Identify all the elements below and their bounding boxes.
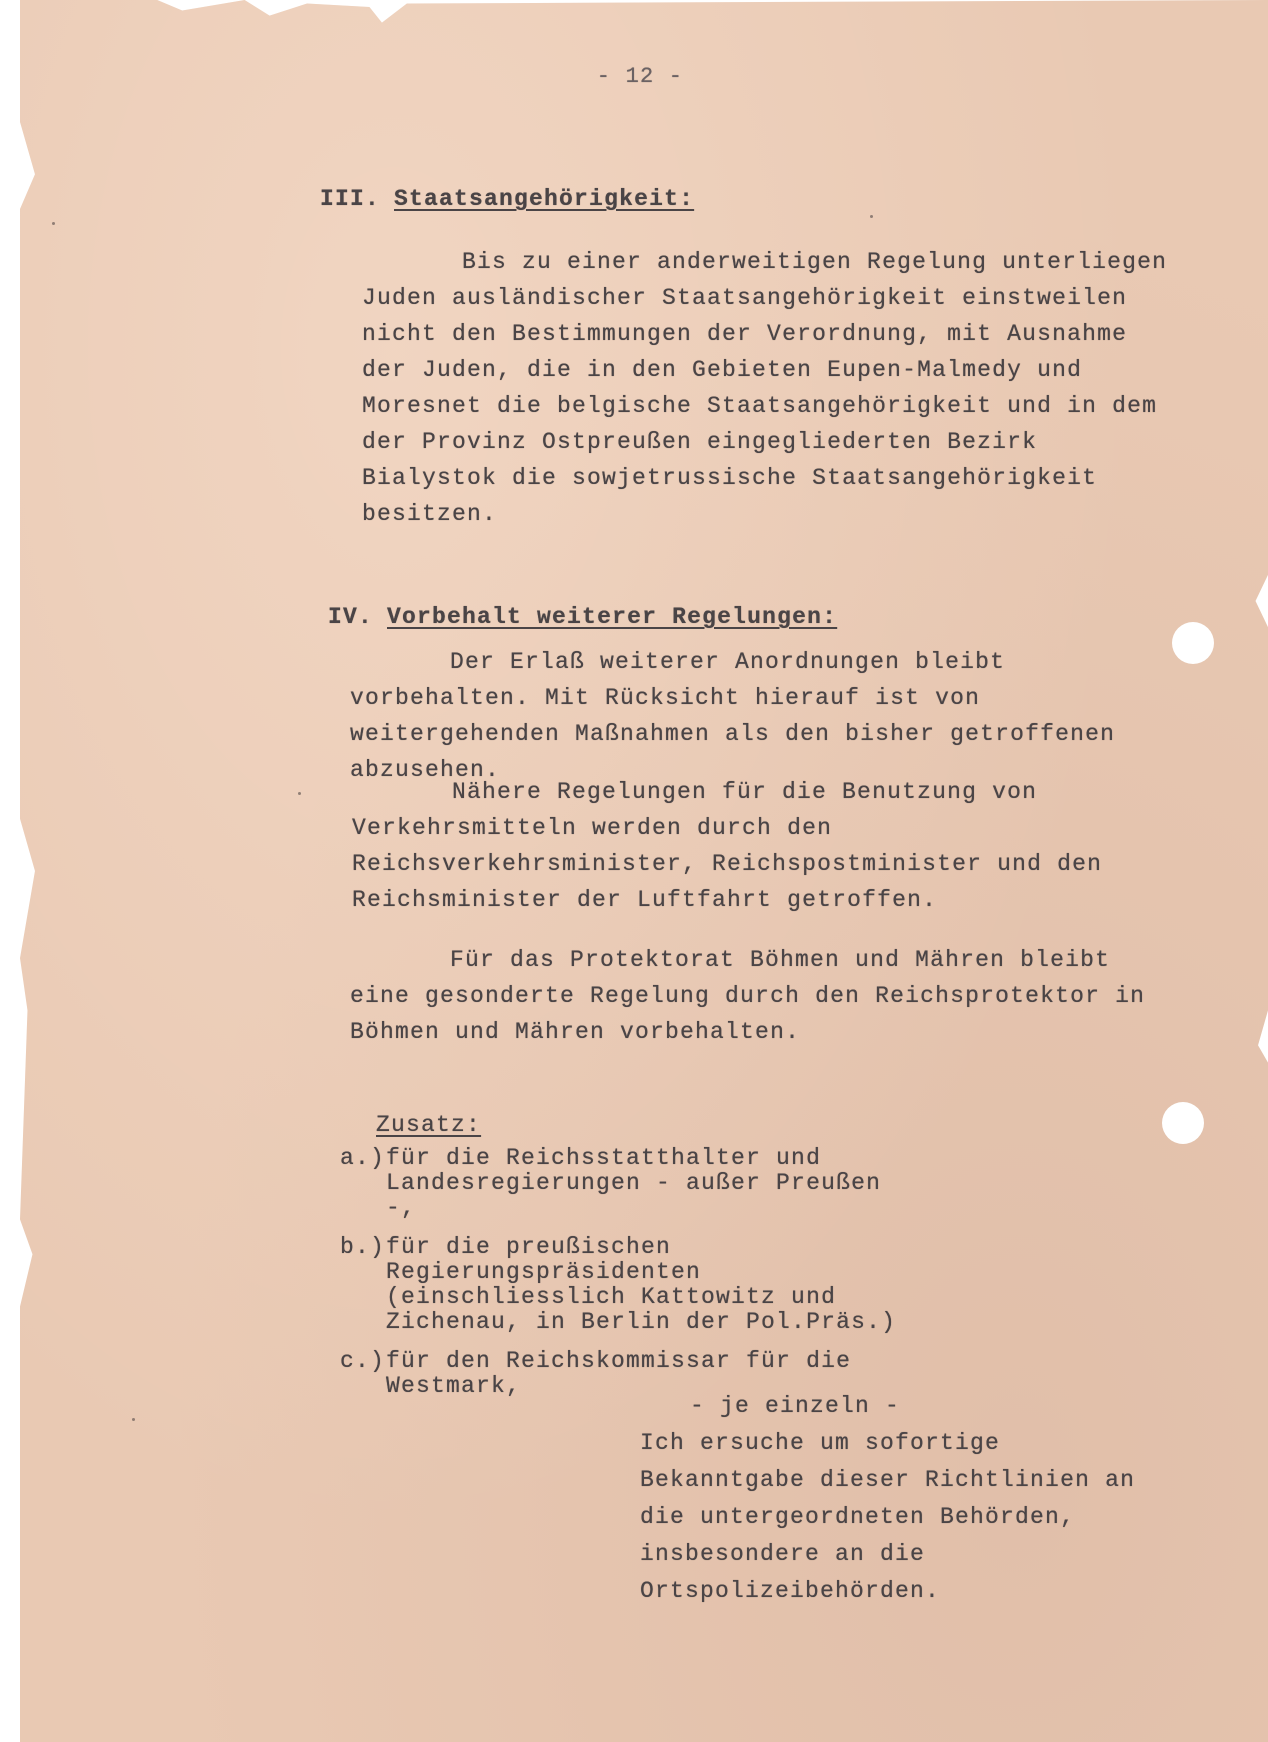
addressee-label: b.)	[340, 1234, 386, 1260]
section-3-body	[362, 244, 1182, 532]
section-4-paragraph-2-text: Nähere Regelungen für die Benutzung von Verkehrsmitteln werden durch den Reichsverkehrsminister, Reichspostminister und den Reichsminister der Luftfahrt getroffen.	[352, 779, 1103, 913]
addressee-list	[340, 1146, 1000, 1413]
paper-speck	[870, 215, 873, 218]
section-4-paragraph-3-text: Für das Protektorat Böhmen und Mähren bleibt eine gesonderte Regelung durch den Reichsprotektor in Böhmen und Mähren vorbehalten.	[350, 947, 1146, 1045]
addressee-text: für die Reichsstatthalter und Landesregierungen - außer Preußen -,	[386, 1145, 882, 1221]
section-4-title: Vorbehalt weiterer Regelungen:	[387, 604, 838, 630]
section-4-numeral: IV.	[328, 604, 374, 630]
section-4-heading	[298, 578, 837, 630]
section-3-title: Staatsangehörigkeit:	[394, 186, 695, 212]
paper-speck	[132, 1418, 135, 1421]
closing-block	[640, 1388, 1140, 1610]
addressee-text: für den Reichskommissar für die Westmark,	[386, 1348, 852, 1399]
punch-hole-lower	[1162, 1102, 1204, 1144]
paper-speck	[298, 792, 301, 795]
section-4-paragraph-1-text: Der Erlaß weiterer Anordnungen bleibt vorbehalten. Mit Rücksicht hierauf ist von weitergehenden Maßnahmen als den bisher getroffenen abzusehen.	[350, 649, 1116, 783]
zusatz-heading	[346, 1086, 481, 1138]
je-einzeln-note: - je einzeln -	[690, 1393, 901, 1419]
addressee-label: a.)	[340, 1145, 386, 1171]
addressee-item	[340, 1146, 1000, 1221]
page-number: - 12 -	[596, 64, 684, 89]
section-3-heading	[290, 160, 694, 212]
addressee-label: c.)	[340, 1348, 386, 1374]
section-4-paragraph-2	[352, 774, 1182, 918]
closing-request-text: Ich ersuche um sofortige Bekanntgabe dieser Richtlinien an die untergeordneten Behörden, insbesondere an die Ortspolizeibehörden.	[640, 1430, 1136, 1604]
section-4-paragraph-3	[350, 942, 1150, 1050]
paper-speck	[52, 222, 55, 225]
section-4-paragraph-1	[350, 644, 1180, 788]
addressee-text: für die preußischen Regierungspräsidenten (einschliesslich Kattowitz und Zichenau, in Berlin der Pol.Präs.)	[386, 1234, 897, 1335]
zusatz-title: Zusatz:	[376, 1112, 482, 1138]
section-3-numeral: III.	[320, 186, 381, 212]
addressee-item	[340, 1235, 1000, 1335]
section-3-body-text: Bis zu einer anderweitigen Regelung unterliegen Juden ausländischer Staatsangehörigkeit einstweilen nicht den Bestimmungen der Verordnung, mit Ausnahme der Juden, die in den Gebieten Eupen-Malmedy und Moresnet die belgische Staatsangehörigkeit und in dem der Provinz Ostpreußen eingegliederten Bezirk Bialystok die sowjetrussische Staatsangehörigkeit besitzen.	[362, 249, 1168, 527]
